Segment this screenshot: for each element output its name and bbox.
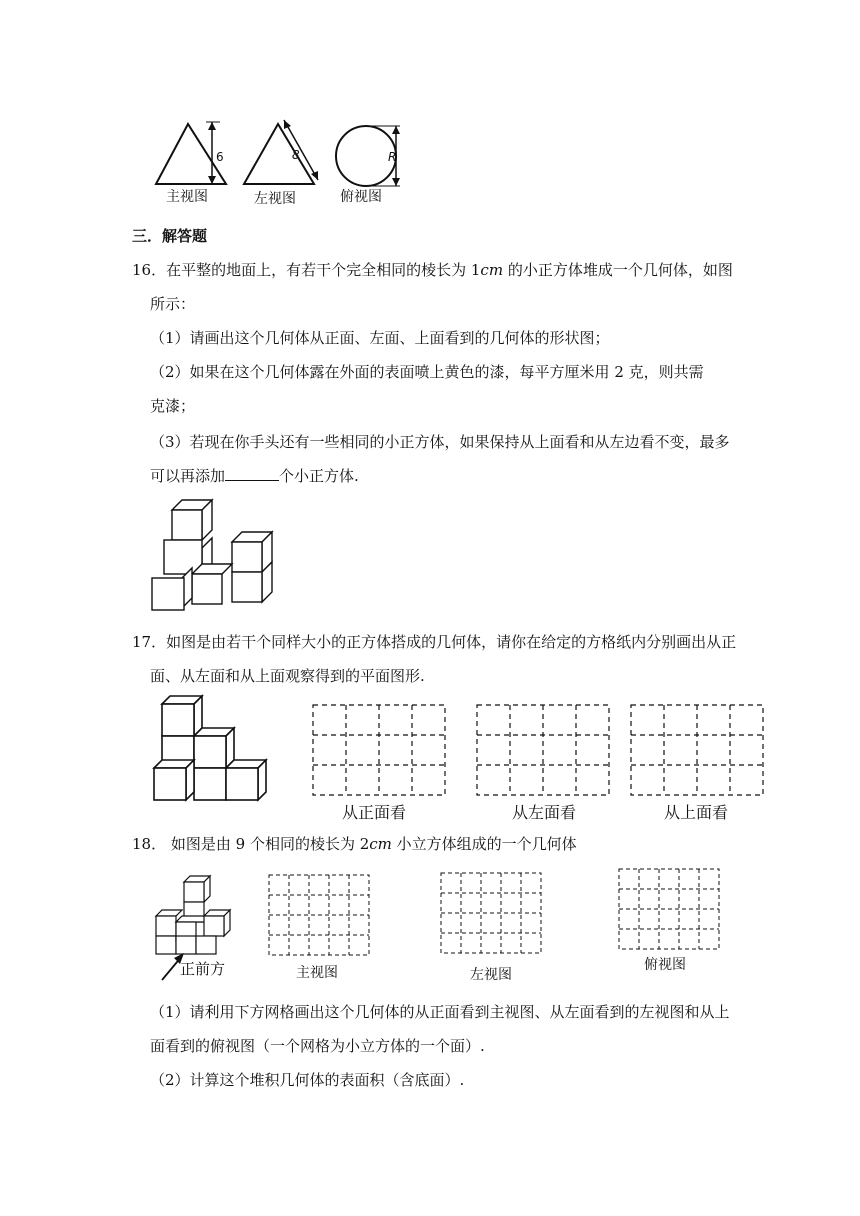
q18-unit: cm: [369, 835, 392, 853]
q17-number: 17．: [132, 633, 167, 651]
q17-line1: [132, 632, 736, 652]
q16-part2-line1: （2）如果在这个几何体露在外面的表面喷上黄色的漆，每平方厘米用 2 克，则共需: [150, 363, 704, 381]
q17-cube-figure: [150, 692, 270, 802]
q18-number: 18．: [132, 835, 167, 853]
q16-intro-a: 在平整的地面上，有若干个完全相同的棱长为 1: [166, 261, 481, 279]
q18-left-label: 左视图: [470, 967, 512, 983]
q18-cube-figure: [152, 876, 242, 956]
q16-part2-line2: 克漆；: [150, 397, 196, 415]
q16-number: 16．: [132, 261, 167, 279]
q18-part1-line1: （1）请利用下方网格画出这个几何体的从正面看到主视图、从左面看到的左视图和从上: [150, 1003, 730, 1021]
q18-part1-line2: 面看到的俯视图（一个网格为小立方体的一个面）.: [150, 1037, 485, 1055]
cone-left-view: [238, 116, 328, 196]
q16-part3-line2: [150, 466, 359, 486]
q16-cube-figure: [148, 500, 278, 615]
cone-top-view: [330, 116, 420, 196]
q18-left-view-grid[interactable]: [440, 872, 544, 956]
q16-line1: [132, 260, 733, 280]
q18-text-b: 小立方体组成的一个几何体: [391, 835, 577, 853]
q17-top-label: 从上面看: [664, 803, 729, 822]
top-radius-label: R: [388, 150, 397, 164]
q17-text1: 如图是由若干个同样大小的正方体搭成的几何体，请你在给定的方格纸内分别画出从正: [166, 633, 737, 651]
q16-part3-a: 可以再添加: [150, 467, 226, 485]
q17-left-label: 从左面看: [512, 803, 577, 822]
q16-part1: （1）请画出这个几何体从正面、左面、上面看到的几何体的形状图；: [150, 329, 610, 347]
cone-top-label: 俯视图: [340, 189, 382, 205]
q16-unit: cm: [480, 261, 504, 279]
q18-front-label: 主视图: [296, 965, 338, 981]
q16-part3-b: 个小正方体.: [279, 467, 359, 485]
answer-blank[interactable]: [225, 466, 279, 481]
q18-text-a: 如图是由 9 个相同的棱长为 2: [166, 835, 370, 853]
q17-front-view-grid[interactable]: [312, 704, 448, 796]
q17-line2: 面、从左面和从上面观察得到的平面图形.: [150, 667, 425, 685]
q16-intro-b: 的小正方体堆成一个几何体，如图: [503, 261, 733, 279]
front-direction-label: 正前方: [180, 960, 226, 978]
q18-front-view-grid[interactable]: [268, 874, 372, 958]
cone-left-label: 左视图: [254, 191, 296, 207]
q16-line2: 所示：: [150, 295, 196, 313]
front-height-label: 6: [216, 150, 224, 164]
q18-top-label: 俯视图: [644, 957, 686, 973]
q18-part2: （2）计算这个堆积几何体的表面积（含底面）.: [150, 1071, 465, 1089]
section-title: 三．解答题: [132, 227, 208, 245]
q18-top-view-grid[interactable]: [618, 868, 722, 952]
cone-front-label: 主视图: [166, 189, 208, 205]
left-slant-label: 8: [292, 148, 300, 162]
q17-front-label: 从正面看: [342, 803, 407, 822]
q16-part3-line1: （3）若现在你手头还有一些相同的小正方体，如果保持从上面看和从左边看不变，最多: [150, 433, 730, 451]
cone-front-view: [150, 116, 240, 196]
q18-line1: [132, 834, 577, 854]
q17-left-view-grid[interactable]: [476, 704, 612, 796]
q17-top-view-grid[interactable]: [630, 704, 766, 796]
